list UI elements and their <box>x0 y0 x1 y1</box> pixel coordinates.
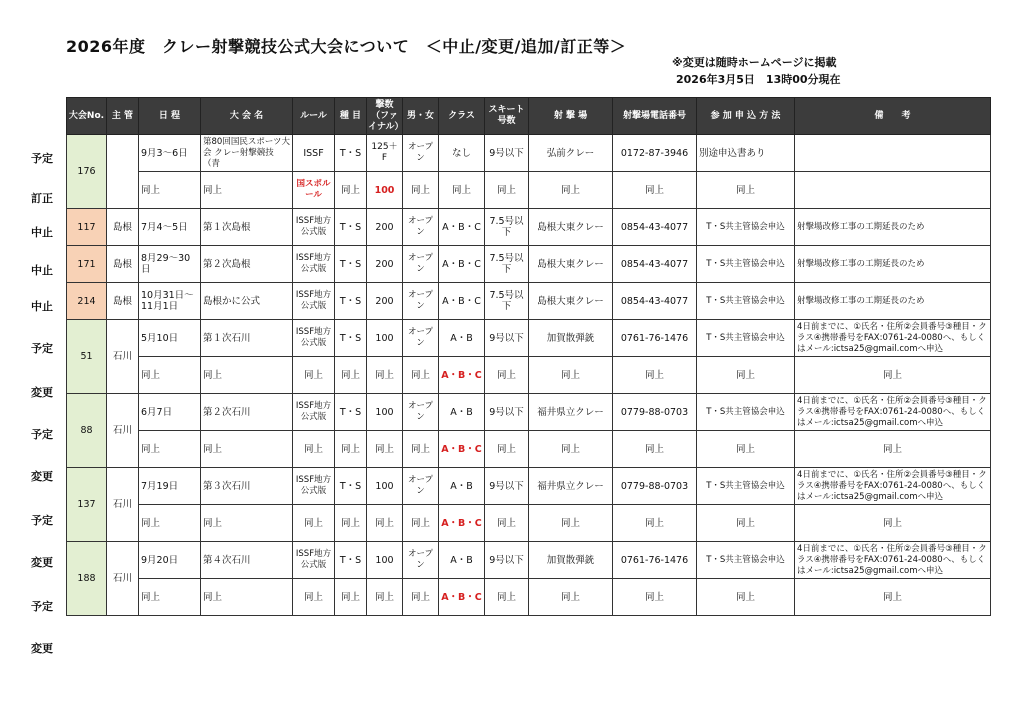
gender-cell: オープン <box>403 394 439 431</box>
rule-cell: 国スポルール <box>293 172 335 209</box>
table-row <box>67 468 991 505</box>
discipline-cell: 同上 <box>335 357 367 394</box>
col-header: ルール <box>293 98 335 135</box>
shots-cell: 同上 <box>367 357 403 394</box>
rule-cell: 同上 <box>293 579 335 616</box>
class-cell: A・B・C <box>439 246 485 283</box>
col-header: 参 加 申 込 方 法 <box>697 98 795 135</box>
date-cell: 同上 <box>139 357 201 394</box>
range-cell: 加賀散弾銃 <box>529 542 613 579</box>
host-cell: 島根 <box>107 209 139 246</box>
host-cell <box>107 135 139 209</box>
discipline-cell: T・S <box>335 468 367 505</box>
skeet-cell: 7.5号以下 <box>485 246 529 283</box>
skeet-cell: 同上 <box>485 172 529 209</box>
table-row <box>67 172 991 209</box>
class-cell: A・B・C <box>439 209 485 246</box>
rule-cell: ISSF <box>293 135 335 172</box>
apply-cell: 同上 <box>697 357 795 394</box>
skeet-cell: 9号以下 <box>485 394 529 431</box>
skeet-cell: 9号以下 <box>485 320 529 357</box>
table-row <box>67 320 991 357</box>
class-cell: なし <box>439 135 485 172</box>
remarks-cell: 射撃場改修工事の工期延長のため <box>795 283 991 320</box>
tournament-no: 176 <box>67 135 107 209</box>
apply-cell: 同上 <box>697 431 795 468</box>
skeet-cell: 7.5号以下 <box>485 209 529 246</box>
apply-cell: 同上 <box>697 579 795 616</box>
table-row <box>67 283 991 320</box>
col-header: 射 撃 場 <box>529 98 613 135</box>
range-cell: 同上 <box>529 579 613 616</box>
event-name-cell: 同上 <box>201 357 293 394</box>
shots-cell: 100 <box>367 542 403 579</box>
range-cell: 島根大東クレー <box>529 246 613 283</box>
discipline-cell: 同上 <box>335 579 367 616</box>
range-cell: 福井県立クレー <box>529 394 613 431</box>
row-label: 予定 <box>31 342 53 355</box>
gender-cell: 同上 <box>403 431 439 468</box>
range-cell: 同上 <box>529 431 613 468</box>
gender-cell: オープン <box>403 246 439 283</box>
apply-cell: T・S共主管協会申込 <box>697 394 795 431</box>
table-row <box>67 579 991 616</box>
gender-cell: オープン <box>403 209 439 246</box>
shots-cell: 100 <box>367 320 403 357</box>
gender-cell: 同上 <box>403 357 439 394</box>
rule-cell: ISSF地方公式版 <box>293 320 335 357</box>
table-row <box>67 209 991 246</box>
col-header: 射撃場電話番号 <box>613 98 697 135</box>
page-title: 2026年度 クレー射撃競技公式大会について ＜中止/変更/追加/訂正等＞ <box>66 37 627 56</box>
apply-cell: 同上 <box>697 505 795 542</box>
gender-cell: オープン <box>403 283 439 320</box>
tel-cell: 同上 <box>613 431 697 468</box>
apply-cell: 同上 <box>697 172 795 209</box>
discipline-cell: T・S <box>335 135 367 172</box>
remarks-cell: 射撃場改修工事の工期延長のため <box>795 209 991 246</box>
update-note: ※変更は随時ホームページに掲載 <box>672 56 837 69</box>
tel-cell: 同上 <box>613 172 697 209</box>
col-header: 大 会 名 <box>201 98 293 135</box>
date-cell: 8月29～30日 <box>139 246 201 283</box>
range-cell: 島根大東クレー <box>529 283 613 320</box>
apply-cell: T・S共主管協会申込 <box>697 468 795 505</box>
tel-cell: 同上 <box>613 505 697 542</box>
range-cell: 福井県立クレー <box>529 468 613 505</box>
class-cell: A・B・C <box>439 505 485 542</box>
rule-cell: ISSF地方公式版 <box>293 246 335 283</box>
rule-cell: 同上 <box>293 431 335 468</box>
remarks-cell: 4日前までに、①氏名・住所②会員番号③種目・クラス④携帯番号をFAX:0761-24-0080へ、もしくはメール:ictsa25@gmail.comへ申込 <box>795 394 991 431</box>
remarks-cell: 同上 <box>795 357 991 394</box>
event-name-cell: 第２次島根 <box>201 246 293 283</box>
rule-cell: ISSF地方公式版 <box>293 209 335 246</box>
tel-cell: 0854-43-4077 <box>613 246 697 283</box>
class-cell: A・B <box>439 542 485 579</box>
rule-cell: 同上 <box>293 357 335 394</box>
discipline-cell: 同上 <box>335 505 367 542</box>
rule-cell: ISSF地方公式版 <box>293 394 335 431</box>
tel-cell: 同上 <box>613 357 697 394</box>
table-row <box>67 246 991 283</box>
table-row <box>67 135 991 172</box>
remarks-cell: 同上 <box>795 431 991 468</box>
tel-cell: 0779-88-0703 <box>613 394 697 431</box>
tournament-no: 188 <box>67 542 107 616</box>
skeet-cell: 同上 <box>485 579 529 616</box>
tel-cell: 0854-43-4077 <box>613 283 697 320</box>
col-header: 種 目 <box>335 98 367 135</box>
event-name-cell: 島根かに公式 <box>201 283 293 320</box>
discipline-cell: 同上 <box>335 431 367 468</box>
tel-cell: 0779-88-0703 <box>613 468 697 505</box>
skeet-cell: 7.5号以下 <box>485 283 529 320</box>
class-cell: A・B・C <box>439 431 485 468</box>
skeet-cell: 9号以下 <box>485 135 529 172</box>
table-row <box>67 542 991 579</box>
row-label: 変更 <box>31 556 53 569</box>
gender-cell: オープン <box>403 468 439 505</box>
tel-cell: 0172-87-3946 <box>613 135 697 172</box>
tel-cell: 同上 <box>613 579 697 616</box>
shots-cell: 100 <box>367 172 403 209</box>
date-cell: 10月31日～11月1日 <box>139 283 201 320</box>
row-label: 予定 <box>31 600 53 613</box>
skeet-cell: 9号以下 <box>485 542 529 579</box>
remarks-cell: 射撃場改修工事の工期延長のため <box>795 246 991 283</box>
shots-cell: 同上 <box>367 505 403 542</box>
col-header: 撃数（ファイナル） <box>367 98 403 135</box>
remarks-cell: 4日前までに、①氏名・住所②会員番号③種目・クラス④携帯番号をFAX:0761-24-0080へ、もしくはメール:ictsa25@gmail.comへ申込 <box>795 468 991 505</box>
gender-cell: 同上 <box>403 172 439 209</box>
host-cell: 石川 <box>107 320 139 394</box>
class-cell: A・B <box>439 394 485 431</box>
range-cell: 弘前クレー <box>529 135 613 172</box>
col-header: 大会No. <box>67 98 107 135</box>
skeet-cell: 9号以下 <box>485 468 529 505</box>
event-name-cell: 同上 <box>201 505 293 542</box>
date-cell: 5月10日 <box>139 320 201 357</box>
date-cell: 6月7日 <box>139 394 201 431</box>
date-cell: 7月4～5日 <box>139 209 201 246</box>
date-cell: 同上 <box>139 431 201 468</box>
col-header: 主 管 <box>107 98 139 135</box>
date-cell: 9月3～6日 <box>139 135 201 172</box>
col-header: 備 考 <box>795 98 991 135</box>
host-cell: 島根 <box>107 246 139 283</box>
shots-cell: 200 <box>367 209 403 246</box>
skeet-cell: 同上 <box>485 357 529 394</box>
host-cell: 石川 <box>107 394 139 468</box>
gender-cell: オープン <box>403 542 439 579</box>
discipline-cell: T・S <box>335 283 367 320</box>
range-cell: 同上 <box>529 505 613 542</box>
discipline-cell: T・S <box>335 246 367 283</box>
event-name-cell: 同上 <box>201 431 293 468</box>
shots-cell: 同上 <box>367 431 403 468</box>
gender-cell: 同上 <box>403 579 439 616</box>
date-cell: 同上 <box>139 172 201 209</box>
table-row <box>67 505 991 542</box>
apply-cell: T・S共主管協会申込 <box>697 320 795 357</box>
tournament-no: 171 <box>67 246 107 283</box>
class-cell: A・B・C <box>439 357 485 394</box>
event-name-cell: 第２次石川 <box>201 394 293 431</box>
tel-cell: 0761-76-1476 <box>613 320 697 357</box>
col-header: スキート号数 <box>485 98 529 135</box>
tournament-table <box>66 97 991 616</box>
shots-cell: 100 <box>367 468 403 505</box>
event-name-cell: 第１次石川 <box>201 320 293 357</box>
gender-cell: 同上 <box>403 505 439 542</box>
event-name-cell: 同上 <box>201 172 293 209</box>
rule-cell: ISSF地方公式版 <box>293 283 335 320</box>
apply-cell: T・S共主管協会申込 <box>697 283 795 320</box>
as-of-date: 2026年3月5日 13時00分現在 <box>676 73 841 86</box>
skeet-cell: 同上 <box>485 505 529 542</box>
remarks-cell: 同上 <box>795 579 991 616</box>
range-cell: 加賀散弾銃 <box>529 320 613 357</box>
row-label: 変更 <box>31 386 53 399</box>
remarks-cell: 4日前までに、①氏名・住所②会員番号③種目・クラス④携帯番号をFAX:0761-24-0080へ、もしくはメール:ictsa25@gmail.comへ申込 <box>795 542 991 579</box>
shots-cell: 125＋F <box>367 135 403 172</box>
discipline-cell: 同上 <box>335 172 367 209</box>
row-label: 予定 <box>31 428 53 441</box>
date-cell: 7月19日 <box>139 468 201 505</box>
discipline-cell: T・S <box>335 320 367 357</box>
row-label: 訂正 <box>31 192 53 205</box>
apply-cell: T・S共主管協会申込 <box>697 246 795 283</box>
col-header: 日 程 <box>139 98 201 135</box>
shots-cell: 200 <box>367 246 403 283</box>
shots-cell: 200 <box>367 283 403 320</box>
tel-cell: 0761-76-1476 <box>613 542 697 579</box>
apply-cell: T・S共主管協会申込 <box>697 542 795 579</box>
tournament-no: 137 <box>67 468 107 542</box>
rule-cell: 同上 <box>293 505 335 542</box>
table-header-row <box>67 98 991 135</box>
discipline-cell: T・S <box>335 209 367 246</box>
row-label: 中止 <box>31 300 53 313</box>
row-label: 変更 <box>31 642 53 655</box>
date-cell: 同上 <box>139 505 201 542</box>
row-label: 予定 <box>31 514 53 527</box>
event-name-cell: 第１次島根 <box>201 209 293 246</box>
shots-cell: 100 <box>367 394 403 431</box>
shots-cell: 同上 <box>367 579 403 616</box>
col-header: 男・女 <box>403 98 439 135</box>
table-row <box>67 357 991 394</box>
discipline-cell: T・S <box>335 394 367 431</box>
class-cell: A・B・C <box>439 283 485 320</box>
skeet-cell: 同上 <box>485 431 529 468</box>
host-cell: 島根 <box>107 283 139 320</box>
range-cell: 島根大東クレー <box>529 209 613 246</box>
tournament-no: 214 <box>67 283 107 320</box>
event-name-cell: 同上 <box>201 579 293 616</box>
rule-cell: ISSF地方公式版 <box>293 468 335 505</box>
table-row <box>67 431 991 468</box>
event-name-cell: 第80回国民スポーツ大会 クレー射撃競技（青 <box>201 135 293 172</box>
host-cell: 石川 <box>107 468 139 542</box>
tel-cell: 0854-43-4077 <box>613 209 697 246</box>
date-cell: 9月20日 <box>139 542 201 579</box>
apply-cell: T・S共主管協会申込 <box>697 209 795 246</box>
discipline-cell: T・S <box>335 542 367 579</box>
remarks-cell: 4日前までに、①氏名・住所②会員番号③種目・クラス④携帯番号をFAX:0761-24-0080へ、もしくはメール:ictsa25@gmail.comへ申込 <box>795 320 991 357</box>
col-header: クラス <box>439 98 485 135</box>
remarks-cell: 同上 <box>795 505 991 542</box>
row-label: 変更 <box>31 470 53 483</box>
class-cell: A・B・C <box>439 579 485 616</box>
host-cell: 石川 <box>107 542 139 616</box>
row-label: 中止 <box>31 226 53 239</box>
rule-cell: ISSF地方公式版 <box>293 542 335 579</box>
class-cell: 同上 <box>439 172 485 209</box>
range-cell: 同上 <box>529 357 613 394</box>
apply-cell: 別途申込書あり <box>697 135 795 172</box>
tournament-no: 51 <box>67 320 107 394</box>
range-cell: 同上 <box>529 172 613 209</box>
remarks-cell <box>795 172 991 209</box>
row-label: 中止 <box>31 264 53 277</box>
class-cell: A・B <box>439 468 485 505</box>
remarks-cell <box>795 135 991 172</box>
table-row <box>67 394 991 431</box>
row-label: 予定 <box>31 152 53 165</box>
date-cell: 同上 <box>139 579 201 616</box>
tournament-no: 117 <box>67 209 107 246</box>
event-name-cell: 第４次石川 <box>201 542 293 579</box>
tournament-no: 88 <box>67 394 107 468</box>
gender-cell: オープン <box>403 320 439 357</box>
class-cell: A・B <box>439 320 485 357</box>
event-name-cell: 第３次石川 <box>201 468 293 505</box>
gender-cell: オープン <box>403 135 439 172</box>
